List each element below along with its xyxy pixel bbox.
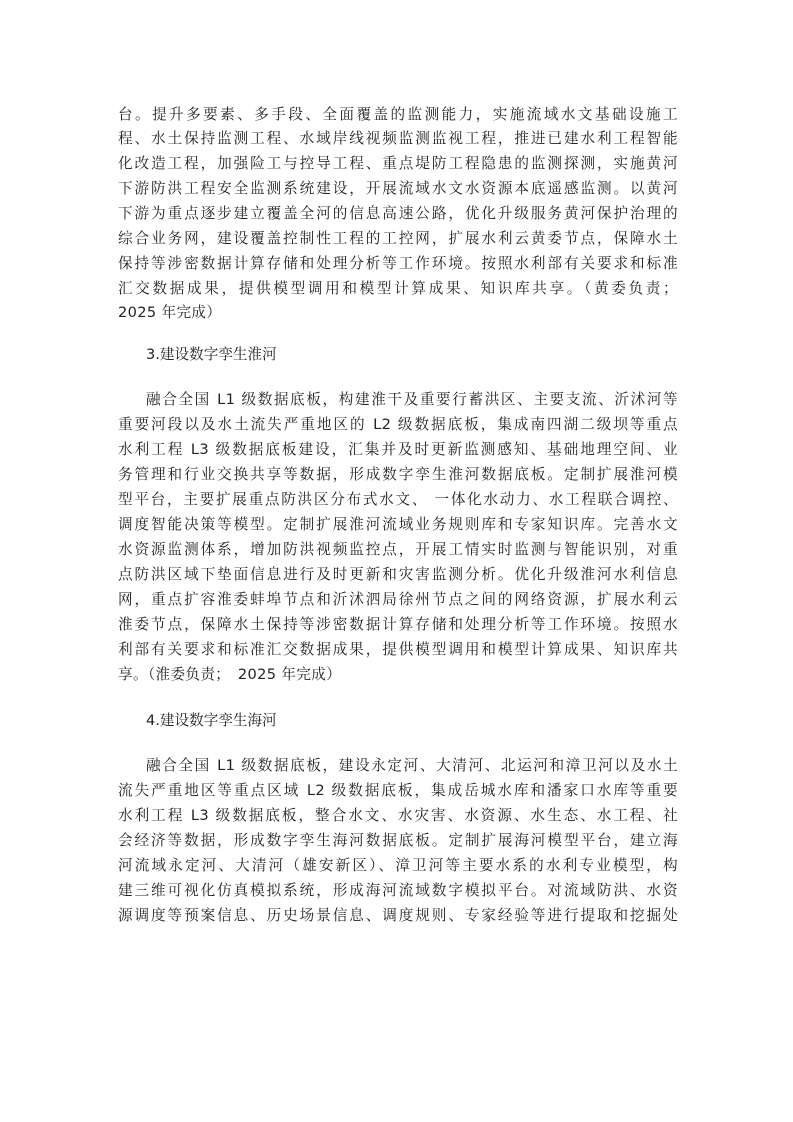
text-line: 享。（淮委负责； 2025 年完成） bbox=[118, 666, 342, 683]
text-line: 淮委节点，保障水土保持等涉密数据计算存储和处理分析等工作环境。按照水 bbox=[118, 616, 678, 633]
text-line: 点防洪区域下垫面信息进行及时更新和灾害监测分析。优化升级淮河水利信息 bbox=[118, 566, 678, 583]
text-line: 水利工程 L3 级数据底板建设，汇集并及时更新监测感知、基础地理空间、业 bbox=[118, 441, 678, 458]
text-line: 下游防洪工程安全监测系统建设，开展流域水文水资源本底遥感监测。以黄河 bbox=[118, 180, 678, 197]
text-line: 融合全国 L1 级数据底板，构建淮干及重要行蓄洪区、主要支流、沂沭河等 bbox=[146, 391, 678, 408]
text-line: 保持等涉密数据计算存储和处理分析等工作环境。按照水利部有关要求和标准 bbox=[118, 255, 678, 272]
text-line: 2025 年完成） bbox=[118, 304, 222, 321]
text-line: 融合全国 L1 级数据底板，建设永定河、大清河、北运河和漳卫河以及水土 bbox=[146, 757, 678, 774]
section-heading-huai-river: 3.建设数字孪生淮河 bbox=[146, 346, 277, 363]
text-line: 重要河段以及水土流失严重地区的 L2 级数据底板，集成南四湖二级坝等重点 bbox=[118, 416, 678, 433]
text-line: 务管理和行业交换共享等数据，形成数字孪生淮河数据底板。定制扩展淮河模 bbox=[118, 466, 678, 483]
text-line: 源调度等预案信息、历史场景信息、调度规则、专家经验等进行提取和挖掘处 bbox=[118, 907, 678, 924]
section-heading-hai-river: 4.建设数字孪生海河 bbox=[146, 712, 277, 729]
text-line: 利部有关要求和标准汇交数据成果，提供模型调用和模型计算成果、知识库共 bbox=[118, 641, 678, 658]
text-line: 汇交数据成果，提供模型调用和模型计算成果、知识库共享。（黄委负责； bbox=[118, 280, 678, 297]
text-line: 调度智能决策等模型。定制扩展淮河流域业务规则库和专家知识库。完善水文 bbox=[118, 516, 678, 533]
text-line: 水资源监测体系，增加防洪视频监控点，开展工情实时监测与智能识别，对重 bbox=[118, 541, 678, 558]
text-line: 流失严重地区等重点区域 L2 级数据底板，集成岳城水库和潘家口水库等重要 bbox=[118, 782, 678, 799]
text-line: 程、水土保持监测工程、水域岸线视频监测监视工程，推进已建水利工程智能 bbox=[118, 130, 678, 147]
text-line: 水利工程 L3 级数据底板，整合水文、水灾害、水资源、水生态、水工程、社 bbox=[118, 807, 678, 824]
text-line: 河流域永定河、大清河（雄安新区）、漳卫河等主要水系的水利专业模型，构 bbox=[118, 857, 678, 874]
text-line: 会经济等数据，形成数字孪生海河数据底板。定制扩展海河模型平台，建立海 bbox=[118, 832, 678, 849]
text-line: 型平台，主要扩展重点防洪区分布式水文、 一体化水动力、水工程联合调控、 bbox=[118, 491, 678, 508]
text-line: 建三维可视化仿真模拟系统，形成海河流域数字模拟平台。对流域防洪、水资 bbox=[118, 882, 678, 899]
text-line: 化改造工程，加强险工与控导工程、重点堤防工程隐患的监测探测，实施黄河 bbox=[118, 155, 678, 172]
text-line: 网，重点扩容淮委蚌埠节点和沂沭泗局徐州节点之间的网络资源，扩展水利云 bbox=[118, 591, 678, 608]
text-line: 下游为重点逐步建立覆盖全河的信息高速公路，优化升级服务黄河保护治理的 bbox=[118, 205, 678, 222]
text-line: 综合业务网，建设覆盖控制性工程的工控网，扩展水利云黄委节点，保障水土 bbox=[118, 230, 678, 247]
text-line: 台。提升多要素、多手段、全面覆盖的监测能力，实施流域水文基础设施工 bbox=[118, 106, 678, 123]
